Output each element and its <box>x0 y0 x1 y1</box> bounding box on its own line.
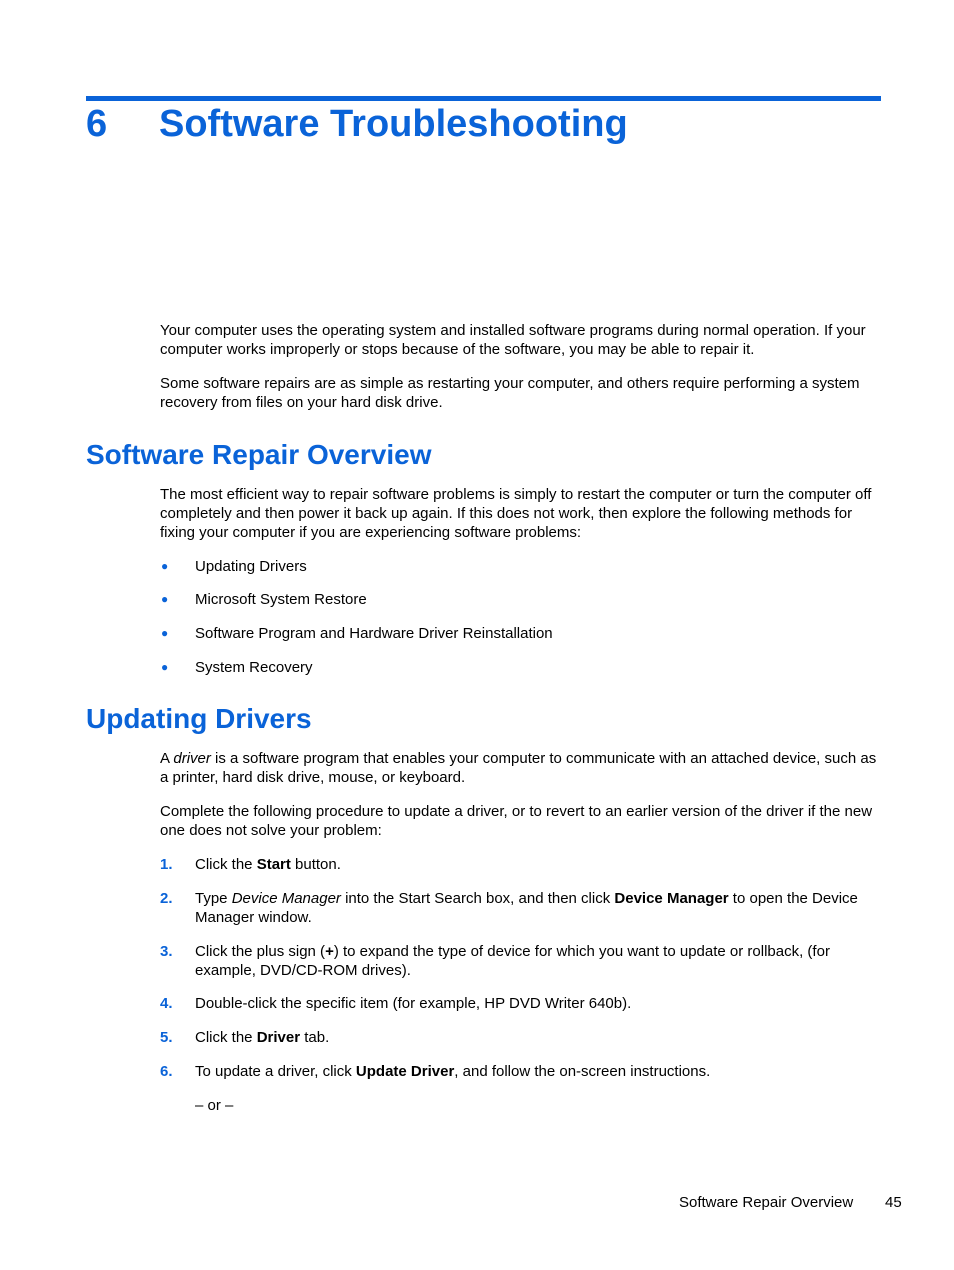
step-item <box>160 1062 885 1081</box>
list-item <box>160 658 885 677</box>
text-run: A <box>160 750 174 767</box>
step-item <box>160 942 885 980</box>
step-number: 1. <box>160 856 173 873</box>
text-run: Type <box>195 890 232 907</box>
procedure-intro-paragraph: Complete the following procedure to update a driver, or to revert to an earlier version of the driver if the new one does not solve your problem: <box>160 803 873 839</box>
list-item <box>160 624 885 643</box>
list-item <box>160 590 885 609</box>
ui-term: + <box>325 943 334 960</box>
text-run: button. <box>290 856 341 873</box>
ui-term: Start <box>256 856 291 873</box>
text-run: into the Start Search box, and then click <box>340 890 615 907</box>
step-item <box>160 1028 885 1047</box>
footer-section-title: Software Repair Overview <box>679 1194 854 1211</box>
or-separator <box>160 1096 885 1115</box>
ui-term: Device Manager <box>614 890 729 907</box>
list-item-text: Microsoft System Restore <box>195 591 367 608</box>
step-number: 2. <box>160 890 173 907</box>
step-text <box>195 889 885 927</box>
list-item-text: Software Program and Hardware Driver Reinstallation <box>195 625 553 642</box>
section-heading-updating-drivers: Updating Drivers <box>86 703 312 734</box>
text-run: tab. <box>300 1029 330 1046</box>
text-run: ) to expand the type of device for which you want to update or rollback, (for example, DVD/CD-ROM drives). <box>195 943 830 979</box>
step-text <box>195 942 885 980</box>
chapter-title-text: Software Troubleshooting <box>159 103 628 145</box>
step-text: Double-click the specific item (for example, HP DVD Writer 640b). <box>195 995 632 1012</box>
intro-paragraph-1: Your computer uses the operating system and installed software programs during normal operation. If your computer works improperly or stops because of the software, you may be able to repair it. <box>160 322 866 358</box>
or-separator-text: – or – <box>195 1097 234 1114</box>
step-text <box>195 1028 885 1047</box>
list-item-text: System Recovery <box>195 659 313 676</box>
section-heading-software-repair-overview: Software Repair Overview <box>86 439 432 470</box>
step-text <box>195 1062 885 1081</box>
typed-text: Device Manager <box>231 890 341 907</box>
step-item <box>160 889 885 927</box>
step-number: 3. <box>160 943 173 960</box>
driver-definition-paragraph <box>160 749 885 787</box>
step-number: 4. <box>160 995 173 1012</box>
text-run: Click the plus sign ( <box>195 943 326 960</box>
chapter-number: 6 <box>86 103 108 145</box>
text-run: is a software program that enables your computer to communicate with an attached device, such as a printer, hard disk drive, mouse, or keyboard. <box>160 750 877 786</box>
text-run: Click the <box>195 856 257 873</box>
bullet-icon: ● <box>161 592 169 606</box>
chapter-title <box>86 100 628 148</box>
ui-term: Driver <box>256 1029 301 1046</box>
text-run: Click the <box>195 1029 257 1046</box>
step-item <box>160 994 885 1013</box>
step-text <box>195 855 885 874</box>
section1-paragraph: The most efficient way to repair software problems is simply to restart the computer or turn the computer off completely and then power it back up again. If this does not work, then explore the following methods for fixing your computer if you are experiencing software problems: <box>160 486 872 541</box>
bullet-icon: ● <box>161 559 169 573</box>
text-run: , and follow the on-screen instructions. <box>454 1063 711 1080</box>
ui-term: Update Driver <box>355 1063 455 1080</box>
step-number: 6. <box>160 1063 173 1080</box>
step-item <box>160 855 885 874</box>
term-driver: driver <box>173 750 211 767</box>
step-number: 5. <box>160 1029 173 1046</box>
bullet-icon: ● <box>161 626 169 640</box>
bullet-icon: ● <box>161 660 169 674</box>
text-run: to open the Device Manager window. <box>195 890 858 926</box>
list-item <box>160 557 885 576</box>
text-run: To update a driver, click <box>195 1063 356 1080</box>
intro-paragraph-2: Some software repairs are as simple as restarting your computer, and others require performing a system recovery from files on your hard disk drive. <box>160 375 860 411</box>
list-item-text: Updating Drivers <box>195 558 307 575</box>
page-number: 45 <box>885 1194 902 1211</box>
